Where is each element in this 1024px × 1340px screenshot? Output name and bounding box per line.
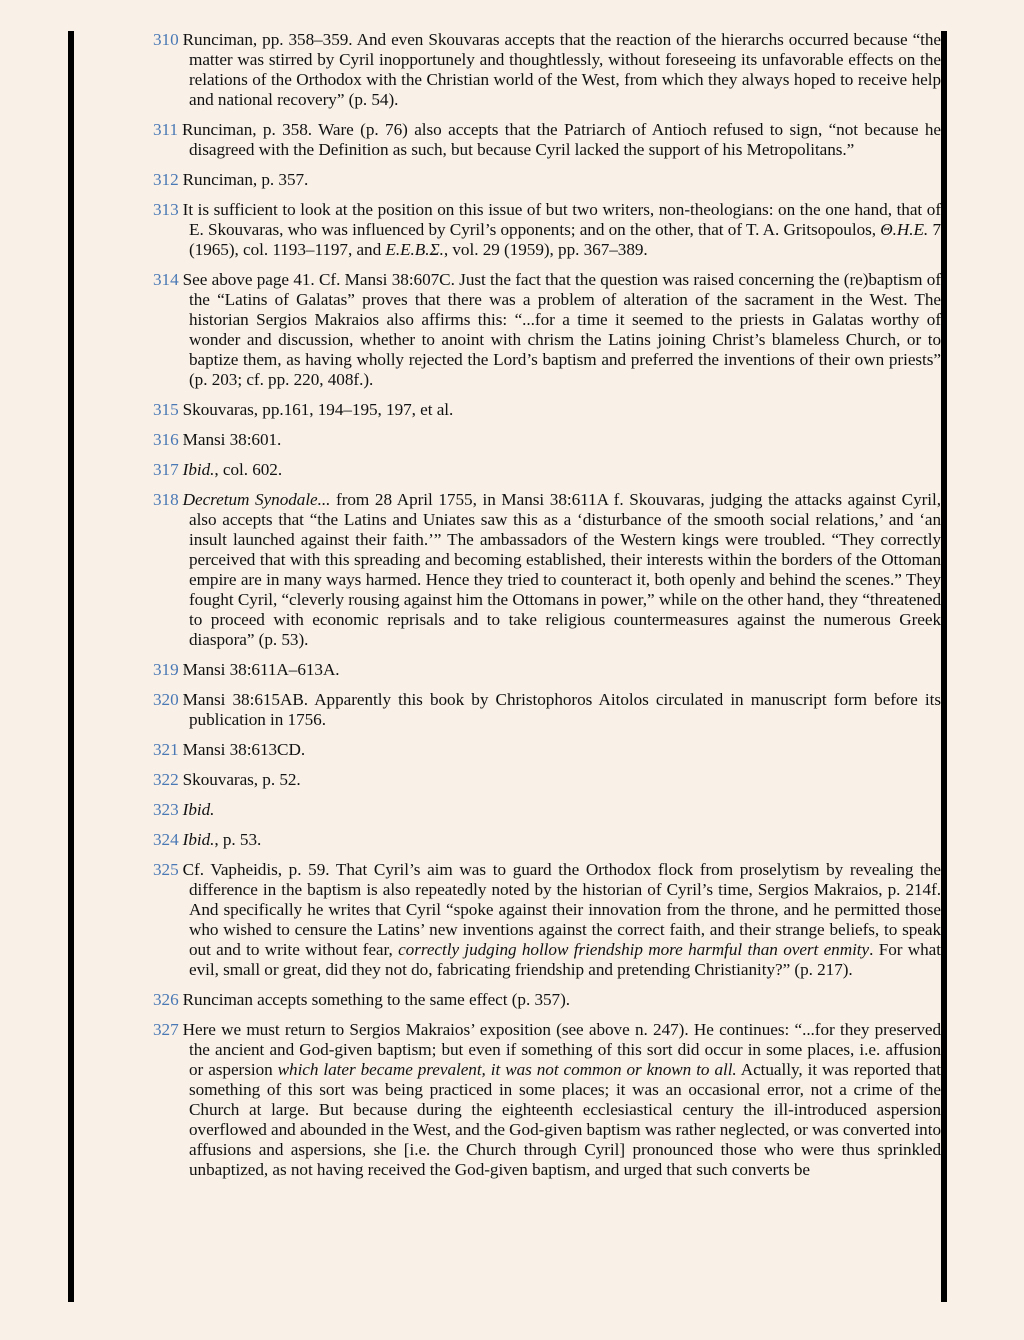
left-page-border bbox=[68, 31, 74, 1302]
endnote-number-link[interactable]: 312 bbox=[153, 170, 179, 189]
endnote-number-link[interactable]: 315 bbox=[153, 400, 179, 419]
endnote-text: Mansi 38:615AB. Apparently this book by Christophoros Aitolos circulated in manuscript form before its publication in 1756. bbox=[182, 690, 941, 729]
endnote-text: Skouvaras, pp.161, 194–195, 197, et al. bbox=[182, 400, 454, 419]
italic-text: Ibid. bbox=[182, 800, 215, 819]
endnote-number-link[interactable]: 320 bbox=[153, 690, 179, 709]
endnote-325 bbox=[153, 860, 941, 980]
endnote-text: Mansi 38:613CD. bbox=[182, 740, 306, 759]
endnote-number-link[interactable]: 322 bbox=[153, 770, 179, 789]
endnote-text: , vol. 29 (1959), pp. 367–389. bbox=[443, 240, 648, 259]
endnote-313 bbox=[153, 200, 941, 260]
italic-text: Decretum Synodale... bbox=[182, 490, 331, 509]
endnote-text: , col. 602. bbox=[214, 460, 283, 479]
endnote-text: Mansi 38:611A–613A. bbox=[182, 660, 340, 679]
endnote-number-link[interactable]: 314 bbox=[153, 270, 179, 289]
endnotes-list bbox=[153, 30, 941, 1302]
endnote-324 bbox=[153, 830, 941, 850]
endnote-text: Skouvaras, p. 52. bbox=[182, 770, 301, 789]
endnote-number-link[interactable]: 321 bbox=[153, 740, 179, 759]
endnote-text: . For what evil, small or great, did they not do, fabricating friendship and pretending Christianity?” (p. 217). bbox=[189, 940, 941, 979]
endnote-text: Here we must return to Sergios Makraios’ exposition (see above n. 247). He continues: “...for they preserved the ancient and God-given baptism; but even if something of this sort did occur in some places, i.e. affusion or aspersion bbox=[182, 1020, 941, 1079]
endnote-number-link[interactable]: 326 bbox=[153, 990, 179, 1009]
endnote-text: Runciman accepts something to the same effect (p. 357). bbox=[182, 990, 570, 1009]
endnote-text: Actually, it was reported that something of this sort was being practiced in some places; it was an occasional error, not a crime of the Church at large. But because during the eighteenth ecclesiastical century the ill-introduced aspersion overflowed and abounded in the West, and the God-given baptism was rather neglected, or was converted into affusions and aspersions, she [i.e. the Church through Cyril] pronounced those who were thus sprinkled unbaptized, as not having received the God-given baptism, and urged that such converts be bbox=[189, 1060, 941, 1179]
endnote-number-link[interactable]: 310 bbox=[153, 30, 179, 49]
endnote-text: , p. 53. bbox=[214, 830, 262, 849]
italic-text: correctly judging hollow friendship more harmful than overt enmity bbox=[398, 940, 870, 959]
endnote-number-link[interactable]: 327 bbox=[153, 1020, 179, 1039]
endnote-text: Runciman, p. 357. bbox=[182, 170, 309, 189]
italic-text: which later became prevalent, it was not common or known to all. bbox=[277, 1060, 737, 1079]
endnote-327 bbox=[153, 1020, 941, 1180]
endnote-number-link[interactable]: 324 bbox=[153, 830, 179, 849]
endnote-322 bbox=[153, 770, 941, 790]
endnote-318 bbox=[153, 490, 941, 650]
endnote-315 bbox=[153, 400, 941, 420]
endnote-text: 7 (1965), col. 1193–1197, and bbox=[189, 220, 941, 259]
endnote-312 bbox=[153, 170, 941, 190]
endnote-text: Runciman, p. 358. Ware (p. 76) also accepts that the Patriarch of Antioch refused to sign, “not because he disagreed with the Definition as such, but because Cyril lacked the support of his Metropolitans.” bbox=[182, 120, 941, 159]
endnote-311 bbox=[153, 120, 941, 160]
endnote-314 bbox=[153, 270, 941, 390]
endnote-text: Mansi 38:601. bbox=[182, 430, 282, 449]
italic-text: Ibid. bbox=[182, 830, 215, 849]
endnote-text: It is sufficient to look at the position on this issue of but two writers, non-theologians: on the one hand, that of E. Skouvaras, who was influenced by Cyril’s opponents; and on the other, that of T. A. Gritsopoulos, bbox=[182, 200, 941, 239]
endnote-text: from 28 April 1755, in Mansi 38:611A f. Skouvaras, judging the attacks against Cyril, also accepts that “the Latins and Uniates saw this as a ‘disturbance of the smooth social relations,’ and ‘an insult launched against their faith.’” The ambassadors of the Western kings were troubled. “They correctly perceived that with this spreading and becoming established, their interests within the borders of the Ottoman empire are in many ways harmed. Hence they tried to counteract it, both openly and behind the scenes.” They fought Cyril, “cleverly rousing against him the Ottomans in power,” while on the other hand, they “threatened to proceed with economic reprisals and to take religious countermeasures against the numerous Greek diaspora” (p. 53). bbox=[189, 490, 941, 649]
endnote-323 bbox=[153, 800, 941, 820]
endnote-text: See above page 41. Cf. Mansi 38:607C. Just the fact that the question was raised concerning the (re)baptism of the “Latins of Galatas” proves that there was a problem of alteration of the sacrament in the West. The historian Sergios Makraios also affirms this: “...for a time it seemed to the priests in Galatas worthy of wonder and discussion, whether to anoint with chrism the Latins joining Christ’s blameless Church, or to baptize them, as having wholly rejected the Lord’s baptism and preferred the inventions of their own priests” (p. 203; cf. pp. 220, 408f.). bbox=[182, 270, 941, 389]
endnote-number-link[interactable]: 317 bbox=[153, 460, 179, 479]
endnote-316 bbox=[153, 430, 941, 450]
endnote-text: Cf. Vapheidis, p. 59. That Cyril’s aim was to guard the Orthodox flock from proselytism by revealing the difference in the baptism is also repeatedly noted by the historian of Cyril’s time, Sergios Makraios, p. 214f. And specifically he writes that Cyril “spoke against their innovation from the throne, and he permitted those who wished to censure the Latins’ new inventions against the correct faith, and their strange beliefs, to speak out and to write without fear, bbox=[182, 860, 941, 959]
endnote-321 bbox=[153, 740, 941, 760]
endnote-text: Runciman, pp. 358–359. And even Skouvaras accepts that the reaction of the hierarchs occurred because “the matter was stirred by Cyril inopportunely and thoughtlessly, without foreseeing its unfavorable effects on the relations of the Orthodox with the Christian world of the West, from which they always hoped to receive help and national recovery” (p. 54). bbox=[182, 30, 941, 109]
italic-text: Θ.Η.Ε. bbox=[880, 220, 929, 239]
endnote-number-link[interactable]: 318 bbox=[153, 490, 179, 509]
endnote-320 bbox=[153, 690, 941, 730]
italic-text: Ε.Ε.Β.Σ. bbox=[385, 240, 444, 259]
endnote-310 bbox=[153, 30, 941, 110]
endnote-number-link[interactable]: 325 bbox=[153, 860, 179, 879]
right-page-border bbox=[941, 31, 947, 1302]
endnote-number-link[interactable]: 316 bbox=[153, 430, 179, 449]
endnote-326 bbox=[153, 990, 941, 1010]
endnote-number-link[interactable]: 319 bbox=[153, 660, 179, 679]
endnote-number-link[interactable]: 313 bbox=[153, 200, 179, 219]
endnote-number-link[interactable]: 311 bbox=[153, 120, 178, 139]
endnote-317 bbox=[153, 460, 941, 480]
italic-text: Ibid. bbox=[182, 460, 215, 479]
endnote-319 bbox=[153, 660, 941, 680]
endnote-number-link[interactable]: 323 bbox=[153, 800, 179, 819]
